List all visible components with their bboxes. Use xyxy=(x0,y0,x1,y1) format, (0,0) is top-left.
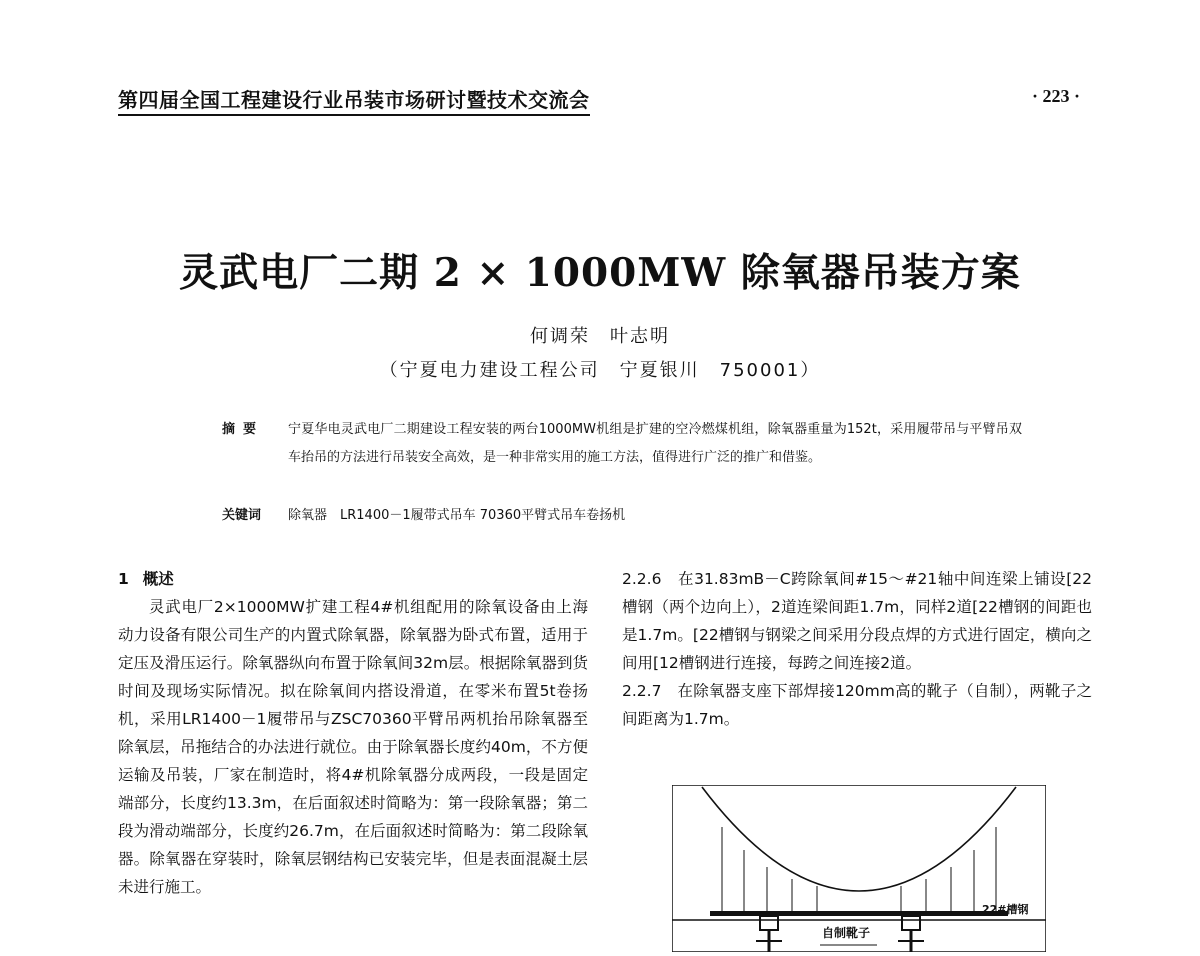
deaerator-support-figure xyxy=(672,785,1046,952)
section-1-title: 概述 xyxy=(142,570,174,588)
left-column xyxy=(118,565,588,901)
figure-drawing xyxy=(672,785,1046,952)
figure-label-channel: 22#槽钢 xyxy=(982,903,1029,916)
section-1-paragraph: 灵武电厂2×1000MW扩建工程4#机组配用的除氧设备由上海动力设备有限公司生产的内置式除氧器，除氧器为卧式布置，适用于定压及滑压运行。除氧器纵向布置于除氧间32m层。根据除氧器到货时间及现场实际情况。拟在除氧间内搭设滑道，在零米布置5t卷扬机，采用LR1400－1履带吊与ZSC70360平臂吊两机抬吊除氧器至除氧层，吊拖结合的办法进行就位。由于除氧器长度约40m，不方便运输及吊装，厂家在制造时，将4#机除氧器分成两段，一段是固定端部分，长度约13.3m，在后面叙述时简略为：第一段除氧器；第二段为滑动端部分，长度约26.7m，在后面叙述时简略为：第二段除氧器。除氧器在穿装时，除氧层钢结构已安装完毕，但是表面混凝土层未进行施工。 xyxy=(118,598,588,896)
section-1-heading xyxy=(118,565,588,593)
paper-title: 灵武电厂二期 2 × 1000MW 除氧器吊装方案 xyxy=(179,250,1021,296)
authors: 何调荣 叶志明 xyxy=(530,326,670,347)
boot-right xyxy=(902,916,920,930)
figure-label-boot: 自制靴子 xyxy=(822,926,871,940)
affiliation: （宁夏电力建设工程公司 宁夏银川 750001） xyxy=(379,360,821,381)
saddle-base-plate xyxy=(710,911,1008,916)
conference-header: 第四届全国工程建设行业吊装市场研讨暨技术交流会 xyxy=(118,84,590,116)
boot-left xyxy=(760,916,778,930)
section-1-number: 1 xyxy=(118,570,129,588)
right-column xyxy=(622,565,1092,733)
section-2-2-7-paragraph: 2.2.7 在除氧器支座下部焊接120mm高的靴子（自制），两靴子之间距离为1.7m。 xyxy=(622,682,1092,728)
page-number: · 223 · xyxy=(1031,86,1080,106)
keywords-label: 关键词 xyxy=(222,508,262,523)
abstract-label: 摘要 xyxy=(222,422,265,437)
abstract-text: 宁夏华电灵武电厂二期建设工程安装的两台1000MW机组是扩建的空冷燃煤机组，除氧器重量为152t，采用履带吊与平臂吊双车抬吊的方法进行吊装安全高效，是一种非常实用的施工方法，值得进行广泛的推广和借鉴。 xyxy=(288,422,1022,465)
abstract xyxy=(222,416,1022,472)
deaerator-shell-curve xyxy=(702,787,1016,891)
section-2-2-6-paragraph: 2.2.6 在31.83mB－C跨除氧间#15～#21轴中间连梁上铺设[22槽钢（两个边向上），2道连梁间距1.7m，同样2道[22槽钢的间距也是1.7m。[22槽钢与钢梁之间采用分段点焊的方式进行固定，横向之间用[12槽钢进行连接，每跨之间连接2道。 xyxy=(622,570,1092,672)
keywords-text: 除氧器 LR1400－1履带式吊车 70360平臂式吊车卷扬机 xyxy=(288,508,626,523)
keywords xyxy=(222,504,1022,528)
